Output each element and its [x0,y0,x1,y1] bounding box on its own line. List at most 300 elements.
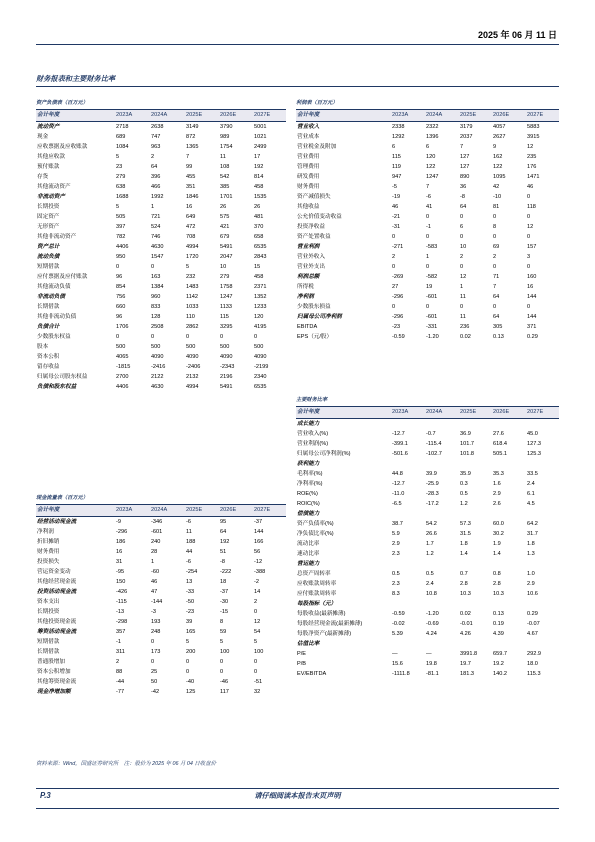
table-row [36,222,286,232]
table-row [296,579,559,589]
row-label: 营业外收入 [297,254,325,260]
cell-value: 186 [116,539,126,545]
row-label: ROIC(%) [297,501,320,507]
cell-value: -144 [151,599,163,605]
cell-value: 0 [186,334,190,340]
cell-value: 0 [151,264,155,270]
balance-sheet-block [36,97,286,392]
cell-value: 1.9 [493,541,501,547]
table-row [296,619,559,629]
cell-value: 17 [254,154,261,160]
ratios-block [296,394,559,679]
cell-value: 7 [426,184,430,190]
cell-value: -271 [392,244,404,250]
cell-value: 658 [254,234,264,240]
cell-value: 1754 [220,144,233,150]
header-label: 会计年度 [296,110,390,122]
cell-value: 12 [527,224,534,230]
cell-value: 46 [527,184,534,190]
cell-value: 1095 [493,174,506,180]
table-row [296,162,559,172]
cell-value: 110 [186,314,195,320]
cell-value: -13 [116,609,125,615]
row-label: 营业收入 [297,124,320,130]
cell-value: 3295 [220,324,233,330]
row-label: 营业利润 [297,244,320,250]
cell-value: 0 [254,609,258,615]
row-label: 速动比率 [297,551,320,557]
cell-value: 0 [220,334,224,340]
row-label: 现金净增加额 [37,689,71,695]
cell-value: 19 [426,284,433,290]
cell-value: 41 [426,204,433,210]
row-label: ROE(%) [297,491,318,497]
cell-value: 0 [527,264,531,270]
cell-value: 35.3 [493,471,504,477]
table-row [36,382,286,392]
cell-value: 100 [254,649,264,655]
cell-value: 963 [151,144,161,150]
row-label: 其他投资现金流 [37,619,77,625]
year-header: 2024A [149,505,184,517]
cell-value: 26 [254,204,261,210]
cell-value: -6 [426,194,431,200]
cell-value: 0.5 [426,571,434,577]
cell-value: 1.8 [460,541,468,547]
cell-value: -1815 [116,364,131,370]
cell-value: 0 [426,234,430,240]
cell-value: 140.2 [493,671,507,677]
cell-value: 60.0 [493,521,504,527]
year-header: 2024A [149,110,184,122]
row-label: 营业收入(%) [297,431,329,437]
cell-value: 44.8 [392,471,403,477]
cell-value: -77 [116,689,125,695]
row-label: 短期借款 [37,264,60,270]
cell-value: 45.0 [527,431,538,437]
cell-value: 1992 [151,194,164,200]
cell-value: 8 [220,619,224,625]
cell-value: 0 [460,264,464,270]
table-row [296,499,559,509]
row-label: 短期借款 [37,639,60,645]
row-label: 其他筹资现金流 [37,679,77,685]
cell-value: 2132 [186,374,199,380]
cell-value: -0.7 [426,431,436,437]
cell-value: 0 [392,304,396,310]
report-date: 2025 年 06 月 11 日 [477,30,557,40]
cell-value: 0 [460,214,464,220]
table-row [296,182,559,192]
cell-value: 1365 [186,144,199,150]
row-label: 其他非流动资产 [37,234,77,240]
cell-value: 0.7 [460,571,468,577]
row-label: EPS（元/股） [297,334,333,340]
cell-value: 0.3 [460,481,468,487]
table-row [36,587,286,597]
cell-value: 88 [116,669,123,675]
cell-value: -30 [220,599,229,605]
cell-value: 1471 [527,174,540,180]
cell-value [424,509,458,519]
cell-value: 31 [116,559,123,565]
cell-value: 18 [220,579,227,585]
cell-value: 0 [220,659,224,665]
cell-value: 59 [220,629,227,635]
cell-value: 747 [151,134,161,140]
cell-value: -60 [151,569,160,575]
cell-value: 305 [493,324,503,330]
cell-value: 240 [151,539,161,545]
cell-value: 120 [254,314,264,320]
cell-value: 1021 [254,134,267,140]
cell-value: 31.5 [460,531,471,537]
cell-value: 4.67 [527,631,538,637]
cell-value: 16 [116,549,123,555]
income-statement-title: 利润表（百万元） [296,97,559,110]
row-label: 成长能力 [297,421,320,427]
table-row [296,659,559,669]
cell-value: -3 [151,609,156,615]
cell-value: 854 [116,284,126,290]
row-label: 营运能力 [297,561,320,567]
cell-value: 15.6 [392,661,403,667]
cell-value: 144 [254,529,264,535]
cell-value: 396 [151,174,161,180]
cell-value: 947 [392,174,402,180]
row-label: 归属母公司净利润 [297,314,342,320]
row-label: 长期投资 [37,204,60,210]
cell-value: 236 [460,324,470,330]
cell-value: -0.07 [527,621,540,627]
cell-value: -31 [392,224,401,230]
cell-value: 0.13 [493,334,504,340]
row-label: 财务费用 [297,184,320,190]
source-note: 资料来源：Wind，国盛证券研究所 注：股价为 2025 年 06 月 04 日收盘价 [36,761,216,767]
cell-value: 125.3 [527,451,541,457]
cell-value: 71 [493,274,500,280]
cell-value: 2.9 [392,541,400,547]
cell-value [458,419,491,430]
cell-value: 8 [493,224,497,230]
year-header: 2023A [390,110,424,122]
cell-value: -222 [220,569,232,575]
cell-value: 1483 [186,284,199,290]
cell-value: 1084 [116,144,129,150]
cell-value: 1846 [186,194,199,200]
cell-value: -2416 [151,364,166,370]
cell-value: 6 [426,144,430,150]
cell-value: -17.2 [426,501,439,507]
cell-value: 1547 [151,254,164,260]
table-row [36,557,286,567]
row-label: 投资活动现金流 [37,589,77,595]
cell-value: 26 [220,204,227,210]
table-row [296,419,559,430]
cell-value: 27 [392,284,399,290]
cell-value: -1.20 [426,611,439,617]
cell-value: -42 [151,689,160,695]
cell-value: 12 [460,274,467,280]
row-label: P/B [297,661,307,667]
cell-value: -2199 [254,364,269,370]
cell-value: 782 [116,234,126,240]
cell-value: -0.69 [426,621,439,627]
cell-value: 25 [151,669,158,675]
cell-value: 2700 [116,374,129,380]
cell-value: -81.1 [426,671,439,677]
cell-value: 5491 [220,244,233,250]
table-row [36,647,286,657]
cell-value: 542 [220,174,230,180]
cell-value: 51 [220,549,227,555]
cell-value: 4.26 [460,631,471,637]
cell-value: -37 [254,519,263,525]
cell-value: 872 [186,134,196,140]
cell-value: -12 [254,559,263,565]
cell-value: 679 [220,234,230,240]
cell-value: 1535 [254,194,267,200]
cell-value: 0.5 [392,571,400,577]
table-row [36,352,286,362]
cell-value: -346 [151,519,163,525]
cell-value: 500 [116,344,126,350]
cell-value: -2406 [186,364,201,370]
cell-value: 0 [151,659,155,665]
cell-value: 69 [493,244,500,250]
year-header: 2026E [491,407,525,419]
row-label: 营业成本 [297,134,320,140]
row-label: 其他非流动负债 [37,314,77,320]
cell-value: 0 [151,334,155,340]
table-row [296,132,559,142]
header-label: 会计年度 [36,505,114,517]
row-label: 其他流动负债 [37,284,71,290]
table-row [36,362,286,372]
table-row [36,617,286,627]
row-label: 少数股东损益 [297,304,331,310]
cell-value: 371 [527,324,537,330]
table-row [36,637,286,647]
row-label: P/E [297,651,307,657]
cell-value: 1688 [116,194,129,200]
cell-value: 2508 [151,324,164,330]
cell-value: 19.7 [460,661,471,667]
table-row [36,252,286,262]
cell-value: 5 [186,264,190,270]
cell-value: 160 [527,274,537,280]
table-row [296,252,559,262]
cell-value: 950 [116,254,126,260]
cell-value: 95 [220,519,227,525]
cell-value: 4.39 [493,631,504,637]
cell-value: -2 [254,579,259,585]
cell-value: 127 [460,164,470,170]
row-label: 获利能力 [297,461,320,467]
cell-value: 150 [116,579,126,585]
cell-value: 505 [116,214,126,220]
table-row [296,479,559,489]
cell-value: 2627 [493,134,506,140]
cell-value: 36.9 [460,431,471,437]
cell-value [458,599,491,609]
cell-value: 2338 [392,124,405,130]
cell-value: 64 [151,164,158,170]
cell-value: 128 [151,314,161,320]
cell-value: -44 [116,679,125,685]
cell-value: 756 [116,294,126,300]
cell-value: 101.7 [460,441,474,447]
cell-value: 4090 [220,354,233,360]
cell-value: -95 [116,569,125,575]
year-header: 2026E [491,110,525,122]
cell-value: 7 [460,144,464,150]
table-row [296,262,559,272]
table-row [296,322,559,332]
table-row [36,242,286,252]
cell-value: -19 [392,194,401,200]
cell-value: 5 [254,639,258,645]
cell-value: 0 [493,214,497,220]
table-row [36,302,286,312]
cell-value: 0 [527,234,531,240]
cell-value: 0 [460,234,464,240]
cell-value: — [392,651,398,657]
cell-value: -601 [426,314,438,320]
cell-value: 4090 [151,354,164,360]
table-row [36,202,286,212]
cell-value: 119 [392,164,401,170]
header-divider [36,44,559,45]
table-row [296,312,559,322]
cell-value: -6.5 [392,501,402,507]
ratios-table [296,407,559,679]
cell-value: -25.9 [426,481,439,487]
table-row [296,649,559,659]
table-row [296,669,559,679]
cell-value: 64 [460,204,467,210]
cell-value [525,599,559,609]
cell-value: 14 [254,589,261,595]
cell-value: 4.24 [426,631,437,637]
cell-value: 746 [151,234,161,240]
cell-value: 1396 [426,134,439,140]
cell-value: 47 [151,589,158,595]
cell-value: -8 [460,194,465,200]
cell-value [424,599,458,609]
row-label: 经营活动现金流 [37,519,77,525]
cell-value: 64.2 [527,521,538,527]
cell-value: 127.3 [527,441,541,447]
cell-value: 46 [151,579,158,585]
cell-value: 4057 [493,124,506,130]
cell-value: 0 [254,669,258,675]
footer-divider [36,788,559,789]
cell-value: 1 [151,559,155,565]
table-row [36,567,286,577]
cell-value: 2843 [254,254,267,260]
cell-value: -46 [220,679,229,685]
cell-value: 1 [426,254,430,260]
cell-value: 176 [527,164,537,170]
cell-value: 11 [460,314,466,320]
table-row [296,202,559,212]
cell-value: 3 [527,254,531,260]
cell-value: -21 [392,214,401,220]
cell-value: -501.6 [392,451,408,457]
ratios-title: 主要财务比率 [296,394,559,407]
table-header-row [36,505,286,517]
year-header: 2023A [114,505,149,517]
cell-value: 0 [186,669,190,675]
cell-value: 115.3 [527,671,541,677]
cell-value: 10.8 [426,591,437,597]
cell-value: 39 [186,619,193,625]
year-header: 2027E [252,110,286,122]
table-row [296,639,559,649]
table-row [296,449,559,459]
table-row [296,629,559,639]
cell-value: 5 [116,204,120,210]
row-label: 估值比率 [297,641,320,647]
cell-value: -582 [426,274,438,280]
cell-value: 5.9 [392,531,400,537]
table-row [36,292,286,302]
cell-value: 2718 [116,124,129,130]
row-label: 非流动资产 [37,194,65,200]
table-header-row [296,110,559,122]
cell-value: -2343 [220,364,235,370]
table-row [296,509,559,519]
cell-value: 38.7 [392,521,403,527]
cell-value: 0.19 [493,621,504,627]
year-header: 2027E [525,407,559,419]
cell-value: 2 [254,599,258,605]
cell-value: 39.9 [426,471,437,477]
cash-flow-title: 现金流量表（百万元） [36,492,286,505]
row-label: 应收票据及应收账款 [37,144,88,150]
cell-value [525,459,559,469]
cell-value: -115 [116,599,127,605]
cell-value [390,559,424,569]
cell-value: 397 [116,224,126,230]
year-header: 2023A [114,110,149,122]
footer-disclaimer: 请仔细阅读本报告末页声明 [254,791,341,800]
cell-value: 4630 [151,384,164,390]
row-label: 少数股东权益 [37,334,71,340]
table-row [296,569,559,579]
row-label: 固定资产 [37,214,60,220]
table-row [36,142,286,152]
table-row [296,242,559,252]
table-row [296,439,559,449]
cell-value: -40 [186,679,195,685]
cell-value [424,419,458,430]
cell-value: 659.7 [493,651,507,657]
cell-value: 1133 [220,304,233,310]
cell-value: 2047 [220,254,233,260]
table-row [296,292,559,302]
row-label: 净利率(%) [297,481,323,487]
cell-value: 3790 [220,124,233,130]
cell-value: 81 [493,204,500,210]
cell-value: 370 [254,224,264,230]
cell-value: 19.2 [493,661,504,667]
cell-value: 0 [426,214,430,220]
cell-value: 64 [220,529,227,535]
cell-value: 2 [460,254,464,260]
year-header: 2026E [218,505,252,517]
